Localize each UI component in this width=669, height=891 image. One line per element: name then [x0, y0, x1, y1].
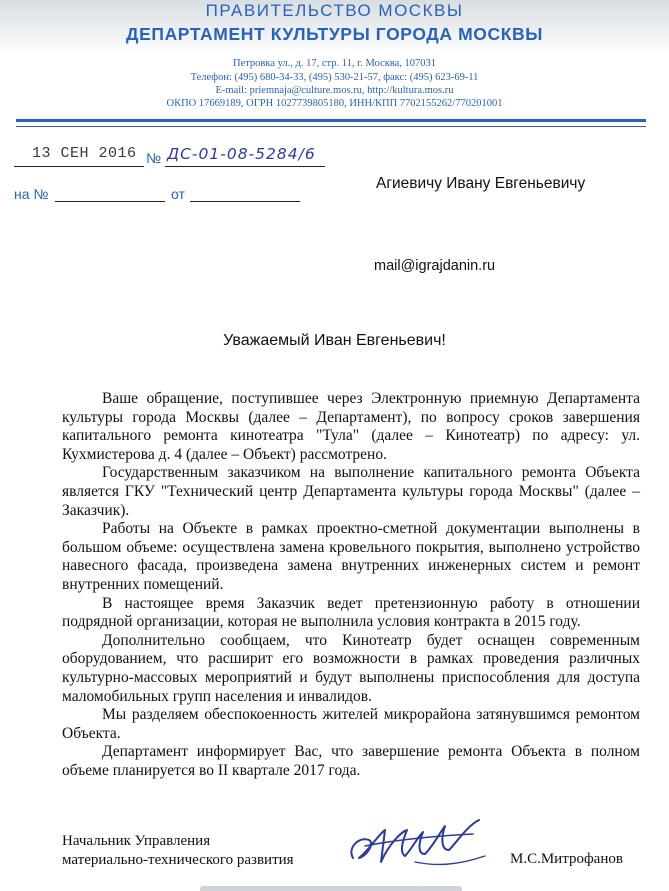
recipient-name: Агиевичу Ивану Евгеньевичу	[376, 175, 586, 192]
department-codes: ОКПО 17669189, ОГРН 1027739805180, ИНН/КПП 7702155262/770201001	[166, 98, 503, 109]
signatory-position-line2: материально-технического развития	[62, 852, 294, 868]
body-paragraph: Мы разделяем обеспокоенность жителей микрорайона затянувшимся ремонтом Объекта.	[62, 706, 640, 742]
signatory-position	[62, 832, 294, 870]
header-divider-thick	[16, 119, 646, 122]
department-title: ДЕПАРТАМЕНТ КУЛЬТУРЫ ГОРОДА МОСКВЫ	[126, 24, 543, 44]
handwritten-signature	[345, 810, 495, 880]
signatory-position-line1: Начальник Управления	[62, 833, 211, 849]
reference-date-underline	[190, 201, 300, 202]
department-address: Петровка ул., д. 17, стр. 11, г. Москва, 107031	[232, 58, 437, 69]
salutation: Уважаемый Иван Евгеньевич!	[223, 332, 446, 349]
scan-bottom-edge	[200, 886, 462, 891]
recipient-email: mail@igrajdanin.ru	[374, 258, 496, 274]
body-paragraph: Ваше обращение, поступившее через Электронную приемную Департамента культуры города Москвы (далее – Департамент), по вопросу сроков завершения капитального ремонта кинотеатра "Тула" (далее – Кинотеатр) по адресу: ул. Кухмистерова д. 4 (далее – Объект) рассмотрено.	[62, 390, 640, 463]
government-title: ПРАВИТЕЛЬСТВО МОСКВЫ	[205, 1, 464, 20]
body-paragraph: Дополнительно сообщаем, что Кинотеатр будет оснащен современным оборудованием, что расширит его возможности в рамках проведения различных культурно-массовых мероприятий и будут выполнены приспособления для доступа маломобильных групп населения и инвалидов.	[62, 631, 640, 705]
body-paragraph: Работы на Объекте в рамках проектно-сметной документации выполнены в большом объеме: осуществлена замена кровельного покрытия, выполнено устройство навесного фасада, произведена замена внутренних инженерных систем и ремонт внутренних помещений.	[62, 520, 640, 593]
body-paragraph: Государственным заказчиком на выполнение капитального ремонта Объекта является ГКУ "Технический центр Департамента культуры города Москвы" (далее – Заказчик).	[62, 464, 640, 519]
reference-date-label: от	[171, 186, 185, 202]
letter-body	[62, 390, 640, 780]
reference-number-underline	[55, 201, 165, 202]
number-underline	[165, 166, 325, 167]
body-paragraph: В настоящее время Заказчик ведет претензионную работу в отношении подрядной организации, которая не выполнила условия контракта в 2015 году.	[62, 594, 640, 631]
handwritten-registration-number: ДС-01-08-5284/6	[167, 145, 316, 163]
body-paragraph: Департамент информирует Вас, что завершение ремонта Объекта в полном объеме планируется во II квартале 2017 года.	[62, 743, 640, 779]
department-phones: Телефон: (495) 680-34-33, (495) 530-21-57, факс: (495) 623-69-11	[190, 72, 479, 83]
header-divider-thin	[16, 126, 646, 127]
signatory-name: М.С.Митрофанов	[510, 851, 623, 867]
department-email-web: E-mail: priemnaja@culture.mos.ru, http://kultura.mos.ru	[215, 85, 454, 96]
registration-date-stamp: 13 СЕН 2016	[32, 145, 137, 162]
number-sign: №	[146, 150, 162, 166]
date-underline	[14, 166, 144, 167]
reference-number-label: на №	[14, 186, 49, 202]
